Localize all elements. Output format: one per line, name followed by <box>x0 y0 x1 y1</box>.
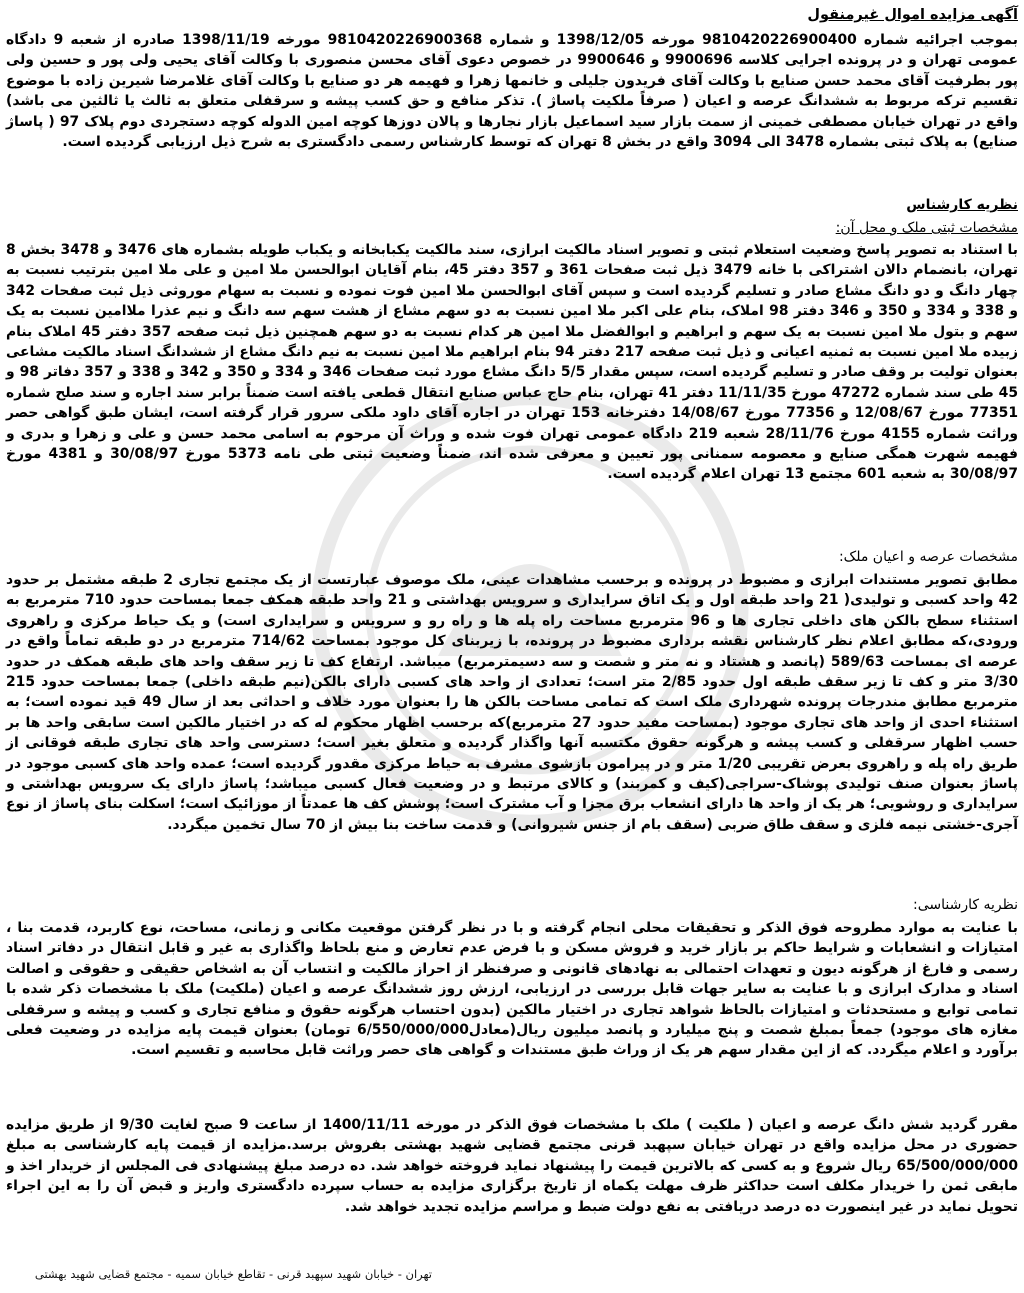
address-footer: تهران - خیابان شهید سپهبد قرنی - تقاطع خیابان سمیه - مجتمع قضایی شهید بهشتی <box>34 1267 432 1281</box>
registry-heading: مشخصات ثبتی ملک و محل آن: <box>835 220 1018 236</box>
notice-title: آگهی مزایده اموال غیرمنقول <box>807 7 1018 23</box>
opinion-paragraph: با عنایت به موارد مطروحه فوق الذکر و تحقیقات محلی انجام گرفته و با در نظر گرفتن موقعیت مکانی و زمانی، مساحت، نوع کاربرد، قدمت بنا ، امتیازات و انشعابات و شرایط حاکم بر بازار خرید و فروش مسکن و با فرض عدم تعارض و منع بلحاظ واگذاری به غیر و قابل انتقال در دفاتر اسناد رسمی و فارغ از هرگونه دیون و تعهدات احتمالی به نهادهای قانونی و صرفنظر از احراز مالکیت و انتساب آن به اشخاص حقیقی و حقوقی و اصالت اسناد و مدارک ابرازی و با عنایت به سایر جهات قابل بررسی در ارزیابی، ارزش روز ششدانگ عرصه و اعیان (ملکیت) ملک با مشخصات ذکر شده با تمامی توابع و مستحدثات و امتیازات بالحاظ شواهد تجاری در اختیار مالکین (بدون احتساب هرگونه حقوق و منافع تجاری و کسب و پیشه و سرقفلی مغازه های موجود) جمعاً بمبلغ شصت و پنج میلیارد و پانصد میلیون ریال(معادل6/550/000/000 تومان) بعنوان قیمت پایه مزایده در وضعیت فعلی برآورد و اعلام میگردد. که از این مقدار سهم هر یک از وراث طبق مستندات و گواهی های حصر وراثت قابل محاسبه و تقسیم است. <box>6 920 1018 1059</box>
opinion-heading: نظریه کارشناسی: <box>913 897 1018 913</box>
intro-paragraph: بموجب اجرائیه شماره 9810420226900400 مورخه 1398/12/05 و شماره 9810420226900368 مورخه 1398/11/19 صادره از شعبه 9 دادگاه عمومی تهران و در پرونده اجرایی کلاسه 9900696 و 9900646 در خصوص دعوی آقای محسن منصوری با وکالت آقای یحیی ولی پور و حسین ولی پور بطرفیت آقای محمد حسن صنایع با وکالت آقای فریدون جلیلی و خانمها زهرا و فهیمه هر دو صنایع با وکالت آقای غلامرضا شیرین زاده با موضوع تقسیم ترکه مربوط به ششدانگ عرصه و اعیان ( صرفاً ملکیت پاساژ ). تذکر منافع و حق کسب پیشه و سرقفلی متعلق به ثالث یا ثالثین می باشد) واقع در تهران خیابان مصطفی خمینی از سمت بازار سید اسماعیل بازار نجارها و پالان دوزها کوچه امین الدوله کوچه دستجردی دوم پلاک 97 ( پاساژ صنایع) به پلاک ثبتی بشماره 3478 الی 3094 واقع در بخش 8 تهران که توسط کارشناس رسمی دادگستری به شرح ذیل ارزیابی گردیده است. <box>6 32 1018 151</box>
expert-heading: نظریه کارشناس <box>906 197 1018 213</box>
auction-paragraph: مقرر گردید شش دانگ عرصه و اعیان ( ملکیت ) ملک با مشخصات فوق الذکر در مورخه 1400/11/11 از ساعت 9 صبح لغایت 9/30 از طریق مزایده حضوری در محل مزایده واقع در تهران خیابان سپهبد قرنی مجتمع قضایی شهید بهشتی بفروش برسد.مزایده از قیمت پایه کارشناسی به مبلغ 65/500/000/000 ریال شروع و به کسی که بالاترین قیمت را پیشنهاد نماید فروخته خواهد شد. ده درصد مبلغ پیشنهادی فی المجلس از خریدار اخذ و مابقی ثمن را خریدار مکلف است حداکثر ظرف مهلت یکماه از تاریخ برگزاری مزایده به حساب سپرده دادگستری واریز و قبض آن را به این اجراء تحویل نماید در غیر اینصورت ده درصد دریافتی به نفع دولت ضبط و مراسم مزایده تجدید خواهد شد. <box>6 1117 1018 1215</box>
property-paragraph: مطابق تصویر مستندات ابرازی و مضبوط در پرونده و برحسب مشاهدات عینی، ملک موصوف عبارتست از یک مجتمع تجاری 2 طبقه مشتمل بر حدود 42 واحد کسبی و تولیدی( 21 واحد طبقه اول و یک اتاق سرایداری و سرویس بهداشتی و 21 واحد طبقه همکف جمعا بمساحت حدود 710 مترمربع به استثناء سطح بالکن های داخلی تجاری ها و 96 مترمربع مساحت راه پله ها و راه رو و سرویس و سرایداری است) و یک حیاط مرکزی و راهروی ورودی،که مطابق اعلام نظر کارشناس نقشه برداری مضبوط در پرونده، با زیربنای کل موجود بمساحت 714/62 مترمربع در دو طبقه تماماً واقع در عرصه ای بمساحت 589/63 (پانصد و هشتاد و نه متر و شصت و سه دسیمترمربع) میباشد. ارتفاع کف تا زیر سقف واحد های طبقه همکف در حدود 3/30 متر و کف تا زیر سقف طبقه اول حدود 2/85 متر است؛ تعدادی از واحد های کسبی دارای بالکن(نیم طبقه داخلی) جمعا بمساحت حدود 215 مترمربع مطابق مندرجات پرونده شهرداری ملک است که تمامی مساحت بالکن ها را بعنوان مورد خلاف و احداثی بعد از سال 49 قید نموده است؛ به استثناء احدی از واحد های تجاری موجود (بمساحت مفید حدود 27 مترمربع)که برحسب اظهار محکوم له که در اختیار مالکین است سابقی واحد ها بر حسب اظهار سرقفلی و کسب پیشه و هرگونه حقوق مکتسبه آنها واگذار گردیده و متعلق بغیر است؛ دسترسی واحد های تجاری طبقه فوقانی از طریق راه پله و راهروی بعرض تقریبی 1/20 متر و در پیرامون بازشوی مشرف به حیاط مرکزی مقدور گردیده است؛ عمده واحد های کسبی موجود در پاساژ بعنوان صنف تولیدی پوشاک-سراجی(کیف و کمربند) و کالای مرتبط و در وضعیت فعال کسبی میباشد؛ پاساژ دارای یک سرویس بهداشتی و سرایداری و روشویی؛ هر یک از واحد ها دارای انشعاب برق مجزا و آب مشترک است؛ پوشش کف ها عمدتاً از موزائیک است؛ اسکلت بنای پاساژ از نوع آجری-خشتی نیمه فلزی و سقف طاق ضربی (سقف بام از جنس شیروانی) و قدمت ساخت بنا بیش از 70 سال تخمین میگردد. <box>6 572 1019 833</box>
property-heading: مشخصات عرصه و اعیان ملک: <box>838 549 1018 565</box>
registry-paragraph: با استناد به تصویر پاسخ وضعیت استعلام ثبتی و تصویر اسناد مالکیت ابرازی، سند مالکیت یکبابخانه و یکباب طویله بشماره های 3476 و 3478 بخش 8 تهران، بانضمام دالان اشتراکی با خانه 3479 ذیل ثبت صفحات 361 و 357 دفتر 45، بنام آقایان ابوالحسن ملا امین و علی ملا امین بترتیب نسبت به چهار دانگ و دو دانگ مشاع صادر و تسلیم گردیده است و سپس آقای ابوالحسن ملا امین فوت نموده و نسبت به سهام موروثی ذیل ثبت صفحات 342 و 338 و 334 و 350 و 346 دفتر 98 املاک، بنام علی اکبر ملا امین نسبت به دو سهم مشاع از هشت سهم سه دانگ و نیم عذرا ملاامین نسبت به یک سهم و بتول ملا امین نسبت به یک سهم و ابراهیم و ابوالفضل ملا امین هر کدام نسبت به دو سهم همچنین ذیل ثبت صفحه 357 دفتر 45 املاک بنام زبیده ملا امین نسبت به ثمنیه اعیانی و ذیل ثبت صفحه 217 دفتر 94 بنام ابراهیم ملا امین نسبت به نیم دانگ مشاع از ششدانگ اسناد مالکیت مشاعی بعنوان تولیت بر وقف صادر و تسلیم گردیده است، سپس مقدار 5/5 دانگ مشاع مورد ثبت صفحات 346 و 334 و 350 و 342 و 338 و 357 دفاتر 98 و 45 طی سند شماره 47272 مورخ 11/11/35 دفتر 41 تهران، بنام حاج عباس صنایع انتقال قطعی یافته است ضمناً برابر سند اجاره و سند صلح شماره 77351 مورخ 12/08/67 و 77356 مورخ 14/08/67 دفترخانه 153 تهران در اجاره آقای داود ملکی سرور قرار گرفته است، ایشان طبق گواهی حصر وراثت شماره 4155 مورخ 28/11/76 شعبه 219 دادگاه عمومی تهران فوت شده و وراث آن مرحوم به اسامی محمد حسن و علی و زهرا و بدری و فهیمه شهرت همگی صنایع و معصومه سمنانی پور تعیین و معرفی شده اند، ضمناً وضعیت ثبتی طی نامه 5373 مورخ 30/08/97 و 4381 مورخ 30/08/97 به شعبه 601 مجتمع 13 تهران اعلام گردیده است. <box>6 242 1018 483</box>
